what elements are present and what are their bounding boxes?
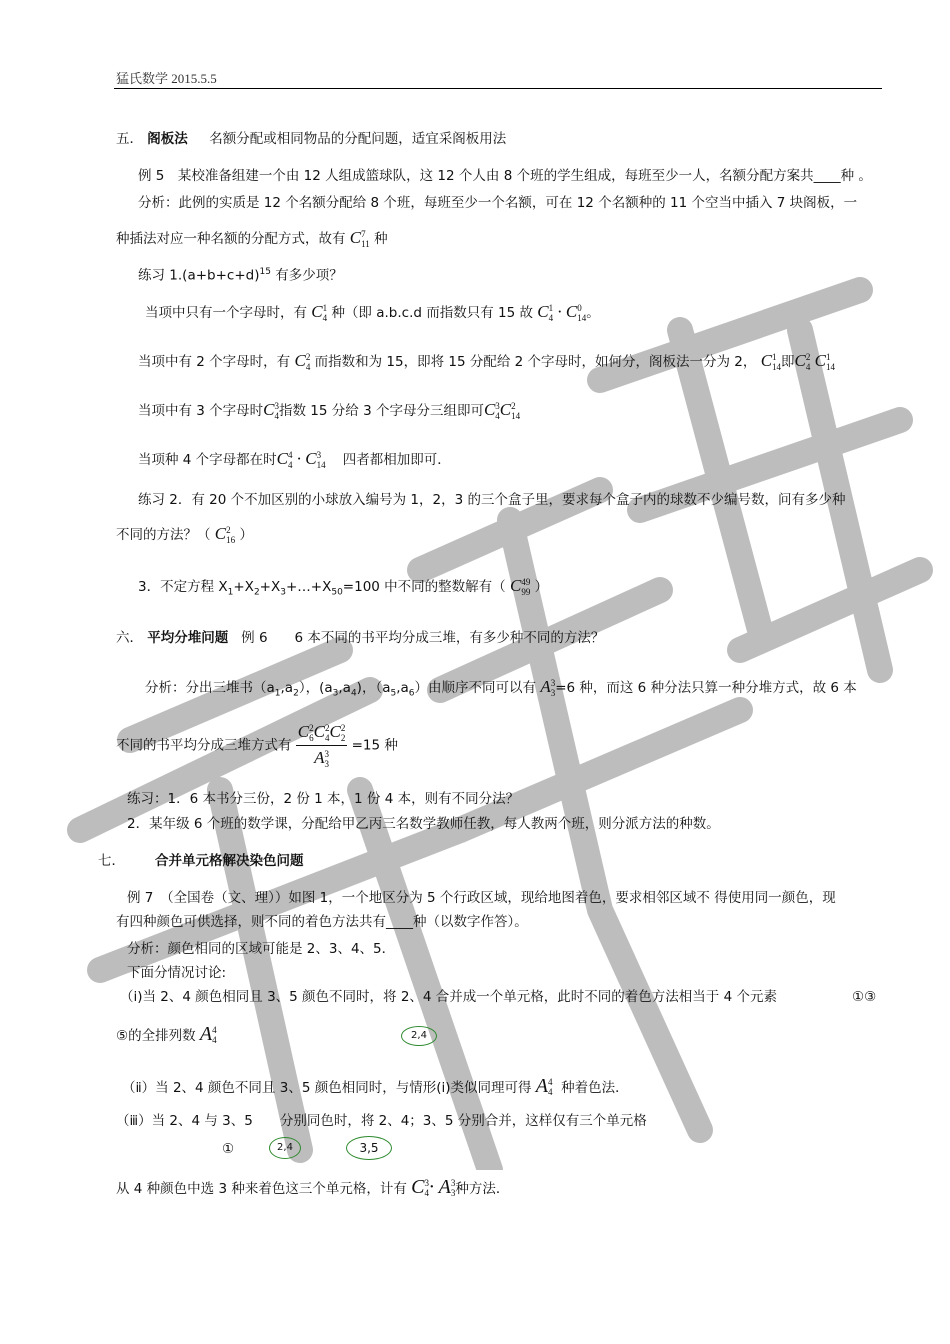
header-rule <box>114 88 882 89</box>
text: 种 <box>374 231 388 247</box>
text: 种（即 a.b.c.d 而指数只有 15 故 <box>331 305 533 321</box>
formula-c-4-2: C 2 4 <box>294 351 311 373</box>
case-i-regions: ①③ <box>852 989 877 1005</box>
section-title: 平均分堆问题 <box>147 630 229 646</box>
text: ⑤的全排列数 <box>116 1028 196 1044</box>
text: 分析：分出三堆书（a <box>145 680 275 696</box>
text: 而指数和为 15，即将 15 分配给 2 个字母时，如何分，阁板法一分为 2， <box>314 354 757 370</box>
text: 练习 1.(a+b+c+d) <box>138 267 260 284</box>
text: 四者都相加即可． <box>342 452 451 468</box>
section-6-practice-2: 2．某年级 6 个班的数学课，分配给甲乙丙三名数学教师任教，每人教两个班，则分派方法的种数。 <box>127 816 720 832</box>
formula-c-99-49: C 49 99 <box>509 576 531 598</box>
text: 种方法． <box>455 1181 510 1197</box>
section-desc: 名额分配或相同物品的分配问题，适宜采阁板用法 <box>209 131 507 147</box>
example-5-text: 例 5 某校准备组建一个由 12 人组成篮球队，这 12 个人由 8 个班的学生组成，每班至少一人，名额分配方案共____种 。 <box>138 168 872 184</box>
text: 当项中只有一个字母时，有 <box>145 305 307 321</box>
text: ），(a <box>298 680 333 696</box>
formula-c42-c141: C 2 4 C 1 14 <box>794 351 835 373</box>
formula-fraction: C 2 6 C 2 4 C 2 2 A 3 3 <box>297 722 346 770</box>
text: 指数 15 分给 3 个字母分三组即可 <box>279 403 484 419</box>
formula-c-11-7: C 7 11 <box>349 228 370 250</box>
section-number: 六． <box>116 630 143 646</box>
section-5-heading <box>116 131 506 147</box>
example-6-text: 例 6 6 本不同的书平均分成三堆，有多少种不同的方法？ <box>241 630 605 646</box>
text: 。 <box>586 305 600 321</box>
text: 不同的方法？（ <box>116 527 211 543</box>
text: ） <box>534 579 549 595</box>
formula-a-3-3: A 3 3 <box>540 677 556 699</box>
section-6-heading <box>116 630 604 646</box>
merged-cell-3-5-oval: 3,5 <box>346 1136 392 1160</box>
example-7-text: 例 7 （全国卷（文、理））如图 1，一个地区分为 5 个行政区域，现给地图着色，要求相邻区域不 得使用同一颜色，现 <box>127 890 836 906</box>
section-number: 七． <box>98 853 125 869</box>
merged-cell-2-4-oval: 2,4 <box>269 1137 301 1159</box>
example-5-analysis: 分析：此例的实质是 12 个名额分配给 8 个班，每班至少一个名额，可在 12 个名额种的 11 个空当中插入 7 块阁板，一 <box>138 195 858 211</box>
text: 有多少项？ <box>275 267 343 284</box>
practice-2-cont <box>116 524 253 545</box>
formula-c-4-3: C 3 4 <box>263 400 280 422</box>
case-one-letter <box>145 302 600 323</box>
text: 3．不定方程 X <box>138 579 228 595</box>
text: =6 种，而这 6 种分法只算一种分堆方式，故 6 本 <box>555 680 857 696</box>
example-5-analysis-cont <box>116 228 388 249</box>
text: =100 中不同的整数解有（ <box>342 579 506 595</box>
practice-3: 3．不定方程 $X_1+X_2+X_3+\dots+X_{50}=100$ 中不同的整数解有（ C 49 99 ） <box>138 576 549 598</box>
text: 当项种 4 个字母都在时 <box>138 452 277 468</box>
page-header: 猛氏数学 2015.5.5 <box>116 71 217 86</box>
formula-c-16-2: C 2 16 <box>214 524 236 546</box>
case-iii: （ⅲ）当 2、4 与 3、5 分别同色时，将 2、4；3、5 分别合并，这样仅有三个单元格 <box>116 1113 647 1129</box>
merged-cell-2-4-oval: 2,4 <box>401 1026 437 1046</box>
example-6-result <box>116 722 398 769</box>
case-i-cont <box>116 1022 217 1046</box>
formula-c43-a33: C 3 4 · A 3 3 <box>411 1176 456 1199</box>
text: 即 <box>781 354 795 370</box>
text: 从 4 种颜色中选 3 种来着色这三个单元格，计有 <box>116 1181 407 1197</box>
text: )，（a <box>356 680 391 696</box>
formula-c43-c142: C 3 4 C 2 14 <box>483 400 521 422</box>
section-number: 五． <box>116 131 143 147</box>
text: （ⅱ）当 2、4 颜色不同且 3、5 颜色相同时，与情形(ⅰ)类似同理可得 <box>122 1080 532 1096</box>
formula-a-4-4: A 4 4 <box>535 1075 553 1098</box>
section-7-heading <box>98 853 304 869</box>
exponent: 15 <box>259 267 271 277</box>
symbol-c: C <box>349 228 362 247</box>
case-i <box>120 989 777 1005</box>
case-two-letters <box>138 351 835 372</box>
example-7-text-cont: 有四种颜色可供选择，则不同的着色方法共有____种（以数字作答）。 <box>116 914 528 930</box>
text: 种插法对应一种名额的分配方式，故有 <box>116 231 346 247</box>
case-iii-result <box>116 1175 509 1199</box>
text: （ⅰ)当 2、4 颜色相同且 3、5 颜色不同时，将 2、4 合并成一个单元格，此时不同的着色方法相当于 4 个元素 <box>120 989 777 1005</box>
practice-1 <box>138 267 343 284</box>
text: 种着色法． <box>561 1080 629 1096</box>
text: ） <box>239 527 253 543</box>
example-6-analysis: 分析：分出三堆书$(a_1,a_2)$，$(a_3,a_4)$，$(a_5,a_6)$由顺序不同可以有 A 3 3 =6 种，而这 6 种分法只算一种分堆方式，故 6 本 <box>145 677 857 699</box>
text: 不同的书平均分成三堆方式有 <box>116 737 292 754</box>
section-title: 阁板法 <box>147 131 188 147</box>
case-four-letters <box>138 449 451 470</box>
cell-1-label: ① <box>222 1141 235 1157</box>
section-6-practice-1: 练习：1．6 本书分三份，2 份 1 本，1 份 4 本，则有不同分法？ <box>127 791 520 807</box>
formula-c44-c143: C 4 4 · C 3 14 <box>276 449 326 471</box>
case-three-letters <box>138 400 520 421</box>
practice-2: 练习 2．有 20 个不加区别的小球放入编号为 1，2，3 的三个盒子里，要求每个盒子内的球数不少编号数，问有多少种 <box>138 492 846 508</box>
text: 当项中有 2 个字母时，有 <box>138 354 291 370</box>
example-7-analysis: 分析：颜色相同的区域可能是 2、3、4、5． <box>127 941 396 957</box>
formula-a-4-4: A 4 4 <box>199 1023 217 1046</box>
formula-c41-c140: C 1 4 · C 0 14 <box>537 302 587 324</box>
formula-c-14-1: C 1 14 <box>760 351 782 373</box>
section-title: 合并单元格解决染色问题 <box>155 853 304 869</box>
text: ）由顺序不同可以有 <box>414 680 537 696</box>
case-ii <box>122 1074 629 1098</box>
text: =15 种 <box>351 737 398 754</box>
formula-c-4-1: C 1 4 <box>311 302 328 324</box>
text: 当项中有 3 个字母时 <box>138 403 264 419</box>
discussion-intro: 下面分情况讨论: <box>127 965 227 981</box>
